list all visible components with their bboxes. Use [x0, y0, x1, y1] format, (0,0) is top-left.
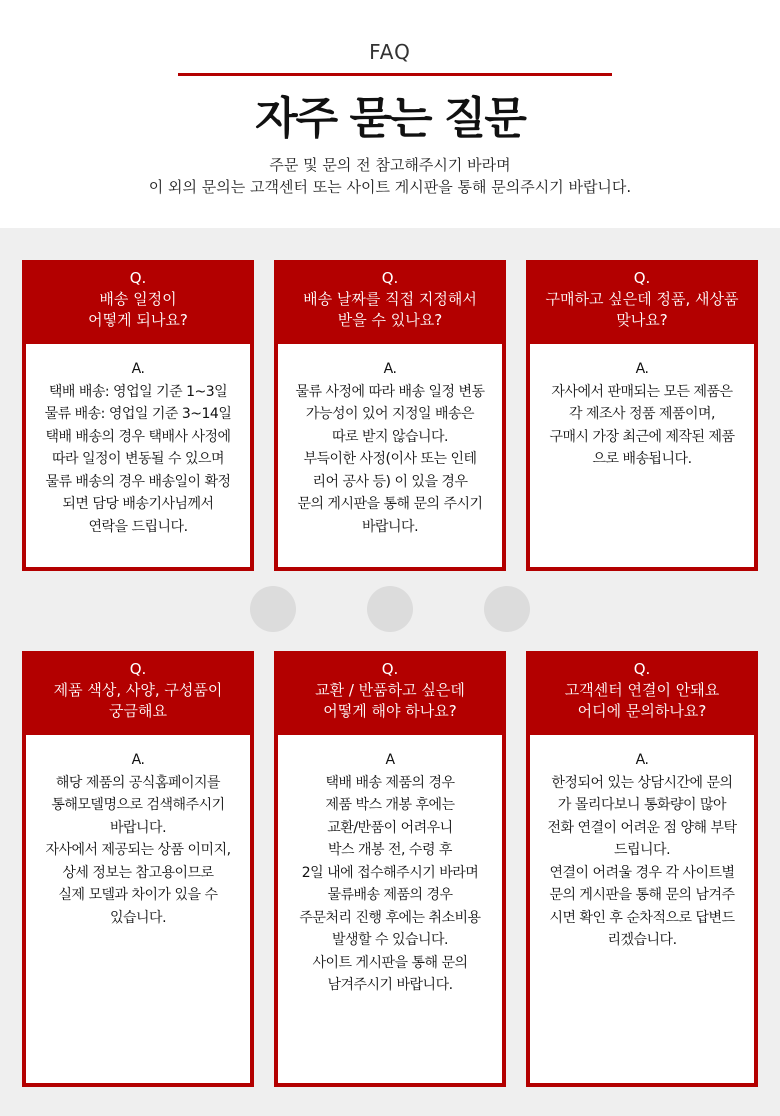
faq-card-customer-center: [526, 651, 758, 1087]
answer: A. 한정되어 있는 상담시간에 문의 가 몰리다보니 통화량이 많아 전화 연결이 어려운 점 양해 부탁 드립니다. 연결이 어려울 경우 각 사이트별 문의 게시판을 통해 문의 남겨주 시면 확인 후 순차적으로 답변드 리겠습니다.: [530, 735, 754, 1083]
answer: A 택배 배송 제품의 경우 제품 박스 개봉 후에는 교환/반품이 어려우니 박스 개봉 전, 수령 후 2일 내에 접수해주시기 바라며 물류배송 제품의 경우 주문처리 진행 후에는 취소비용 발생할 수 있습니다. 사이트 게시판을 통해 문의 남겨주시기 바랍니다.: [278, 735, 502, 1083]
faq-card-exchange-return: [274, 651, 506, 1087]
question: Q. 구매하고 싶은데 정품, 새상품 맞나요?: [545, 269, 739, 329]
faq-card-delivery-schedule: [22, 260, 254, 571]
answer: A. 자사에서 판매되는 모든 제품은 각 제조사 정품 제품이며, 구매시 가장 최근에 제작된 제품 으로 배송됩니다.: [530, 344, 754, 567]
answer: A. 택배 배송: 영업일 기준 1~3일 물류 배송: 영업일 기준 3~14일 택배 배송의 경우 택배사 사정에 따라 일정이 변동될 수 있으며 물류 배송의 경우 배송일이 확정 되면 담당 배송기사님께서 연락을 드립니다.: [26, 344, 250, 567]
faq-card-product-specs: [22, 651, 254, 1087]
indicator-dot: [367, 586, 413, 632]
faq-label: FAQ: [369, 40, 411, 64]
faq-card-delivery-date: [274, 260, 506, 571]
page-subtitle: [0, 154, 780, 198]
title-divider: [178, 73, 612, 76]
question: Q. 배송 일정이 어떻게 되나요?: [88, 269, 188, 329]
faq-card-genuine-product: [526, 260, 758, 571]
question: Q. 배송 날짜를 직접 지정해서 받을 수 있나요?: [303, 269, 477, 329]
answer: A. 물류 사정에 따라 배송 일정 변동 가능성이 있어 지정일 배송은 따로 받지 않습니다. 부득이한 사정(이사 또는 인테 리어 공사 등) 이 있을 경우 문의 게시판을 통해 문의 주시기 바랍니다.: [278, 344, 502, 567]
question: Q. 제품 색상, 사양, 구성품이 궁금해요: [53, 660, 223, 720]
indicator-dot: [484, 586, 530, 632]
page-header: [0, 0, 780, 228]
subtitle-line: 주문 및 문의 전 참고해주시기 바라며: [269, 156, 511, 174]
answer: A. 해당 제품의 공식홈페이지를 통해모델명으로 검색해주시기 바랍니다. 자사에서 제공되는 상품 이미지, 상세 정보는 참고용이므로 실제 모델과 차이가 있을 수 있습니다.: [26, 735, 250, 1083]
indicator-dot: [250, 586, 296, 632]
page-title: 자주 묻는 질문: [255, 93, 525, 144]
subtitle-line: 이 외의 문의는 고객센터 또는 사이트 게시판을 통해 문의주시기 바랍니다.: [148, 178, 632, 196]
question: Q. 교환 / 반품하고 싶은데 어떻게 해야 하나요?: [315, 660, 465, 720]
question: Q. 고객센터 연결이 안돼요 어디에 문의하나요?: [564, 660, 720, 720]
